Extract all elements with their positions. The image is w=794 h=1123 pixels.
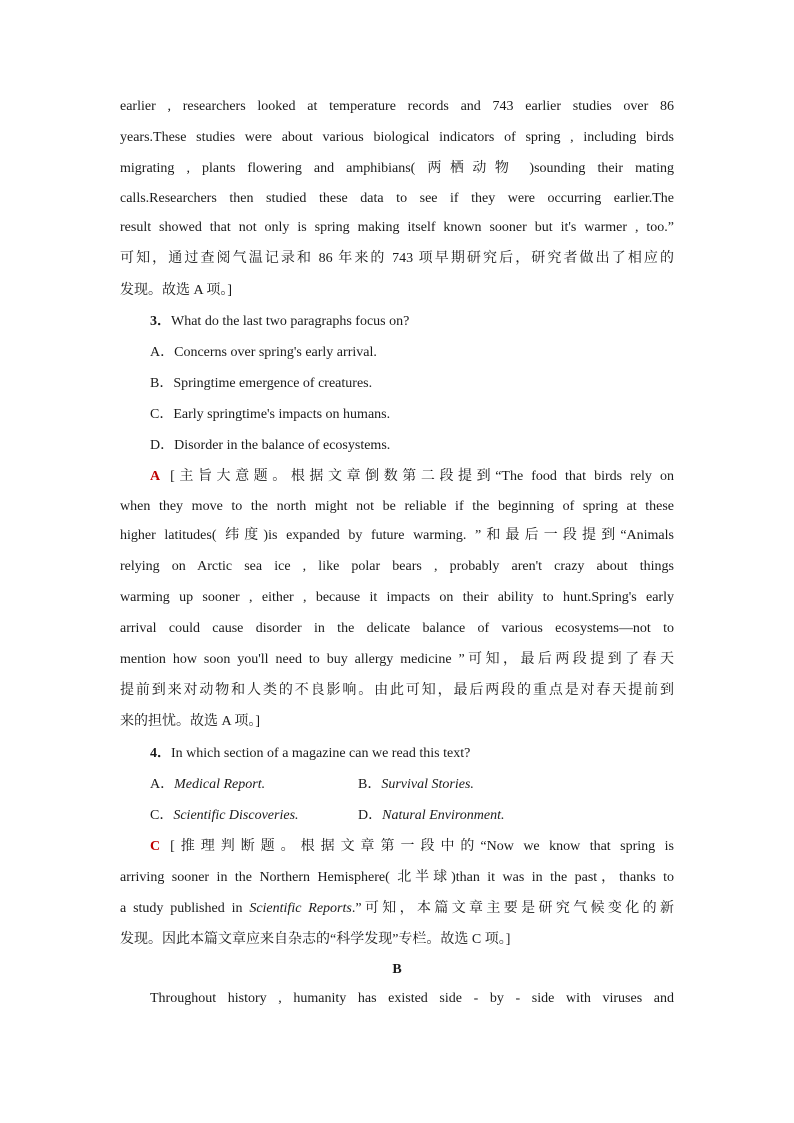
question-4: [150, 744, 674, 764]
explanation-text: .”可知，本篇文章主要是研究气候变化的新: [351, 901, 674, 916]
explanation-line: when they move to the north might not be reliable if the beginning of spring at these: [120, 499, 674, 514]
answer-explanation-4: [150, 837, 674, 857]
passage-first-line: Throughout history , humanity has existed side - by - side with viruses and: [150, 991, 674, 1006]
explanation-text: [主旨大意题。根据文章倒数第二段提到“The food that birds rely on: [170, 469, 674, 484]
explanation-line: higher latitudes( 纬度)is expanded by future warming. ”和最后一段提到“Animals: [120, 528, 674, 543]
question-text: What do the last two paragraphs focus on?: [171, 314, 410, 329]
explanation-line: years.These studies were about various biological indicators of spring , including birds: [120, 130, 674, 145]
explanation-line: arrival could cause disorder in the delicate balance of various ecosystems—not to: [120, 621, 674, 636]
option-a-label: A．: [150, 777, 175, 792]
explanation-line: 可知，通过查阅气温记录和 86 年来的 743 项早期研究后，研究者做出了相应的: [120, 251, 674, 266]
option-a: A．Concerns over spring's early arrival.: [150, 345, 377, 360]
option-d: [358, 806, 505, 826]
explanation-line: arriving sooner in the Northern Hemisphere( 北半球)than it was in the past，thanks to: [120, 870, 674, 885]
option-b-label: B．: [358, 777, 382, 792]
answer-explanation-3: [150, 467, 674, 487]
explanation-line: 发现。因此本篇文章应来自杂志的“科学发现”专栏。故选 C 项。]: [120, 932, 511, 947]
option-c: C．Early springtime's impacts on humans.: [150, 407, 391, 422]
explanation-line: mention how soon you'll need to buy allergy medicine ”可知，最后两段提到了春天: [120, 652, 674, 667]
question-text: In which section of a magazine can we read this text?: [171, 746, 471, 761]
answer-letter: A: [150, 469, 161, 484]
explanation-line: earlier , researchers looked at temperature records and 743 earlier studies over 86: [120, 99, 674, 114]
explanation-line: warming up sooner , either , because it impacts on their ability to hunt.Spring's early: [120, 590, 674, 605]
option-c-label: C．: [150, 808, 174, 823]
explanation-line: migrating , plants flowering and amphibians( 两栖动物 )sounding their mating: [120, 161, 674, 176]
explanation-text: a study published in: [120, 901, 250, 916]
question-3: [150, 312, 674, 332]
journal-name: Scientific Reports: [249, 901, 352, 916]
option-d-text: Natural Environment.: [382, 808, 505, 823]
options-row-1: [150, 775, 670, 795]
answer-letter: C: [150, 839, 161, 854]
explanation-line: 发现。故选 A 项。]: [120, 283, 232, 298]
explanation-line: 来的担忧。故选 A 项。]: [120, 714, 260, 729]
option-b: [358, 775, 474, 795]
options-row-2: [150, 806, 670, 826]
option-d: D．Disorder in the balance of ecosystems.: [150, 438, 391, 453]
option-b: B．Springtime emergence of creatures.: [150, 376, 373, 391]
explanation-line: calls.Researchers then studied these data to see if they were occurring earlier.The: [120, 191, 674, 206]
explanation-text: [推理判断题。根据文章第一段中的“Now we know that spring is: [170, 839, 674, 854]
option-a-text: Medical Report.: [174, 777, 266, 792]
option-b-text: Survival Stories.: [381, 777, 474, 792]
explanation-line: 提前到来对动物和人类的不良影响。由此可知，最后两段的重点是对春天提前到: [120, 683, 674, 698]
option-c-text: Scientific Discoveries.: [173, 808, 299, 823]
explanation-line: [120, 899, 674, 919]
question-number: 4．: [150, 746, 171, 761]
question-number: 3．: [150, 314, 171, 329]
explanation-line: result showed that not only is spring making itself known sooner but it's warmer , too.”: [120, 220, 674, 235]
section-heading: B: [392, 962, 402, 977]
option-d-label: D．: [358, 808, 383, 823]
explanation-line: relying on Arctic sea ice , like polar bears , probably aren't crazy about things: [120, 559, 674, 574]
